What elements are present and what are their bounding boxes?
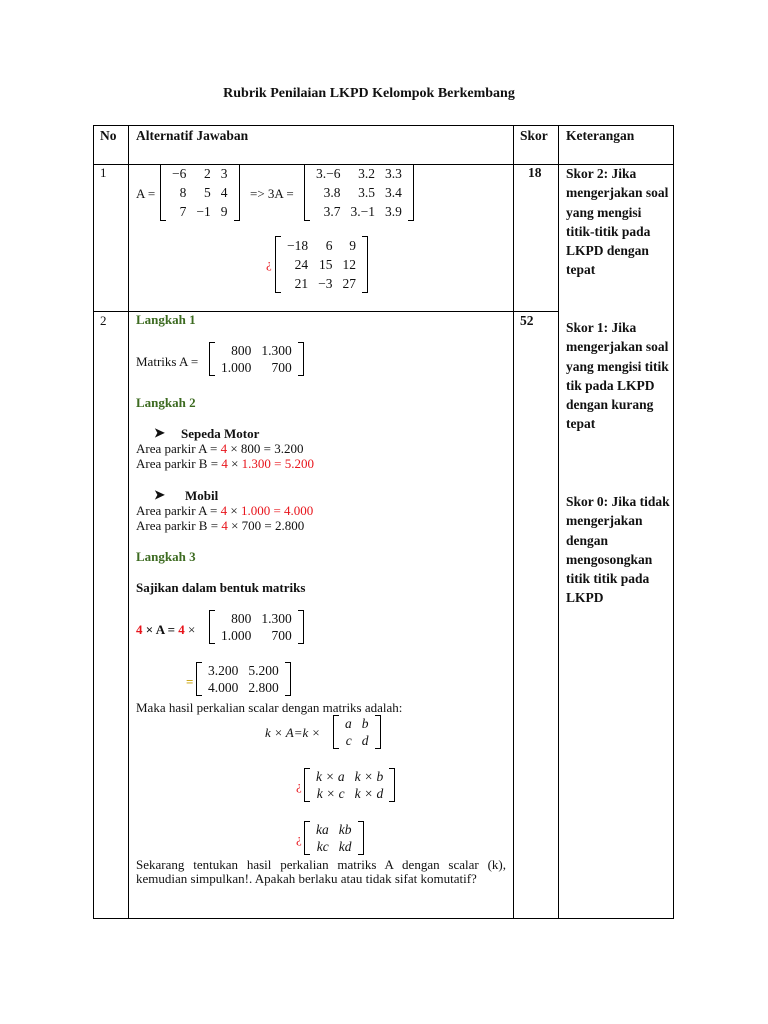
keterangan-skor-1: Skor 1: Jika mengerjakan soal yang mengisi titik tik pada LKPD dengan kurang tepat <box>566 320 669 432</box>
matrix-cell: ka <box>316 822 329 837</box>
matrix-cell: 4 <box>220 185 228 200</box>
scalar-matrix <box>209 610 304 644</box>
matrix-cell: 2 <box>204 166 211 181</box>
matrix-bracket <box>304 768 395 802</box>
matrix-a-label: A = <box>136 186 156 201</box>
matrix-cell: 3.2 <box>358 166 375 181</box>
motor-area-a: Area parkir A = 4 × 800 = 3.200 <box>136 441 304 456</box>
matrix-cell: −6 <box>172 166 187 181</box>
mobil-title: Mobil <box>185 488 219 503</box>
header-alternatif-jawaban: Alternatif Jawaban <box>136 128 249 143</box>
step-heading: Langkah 1 <box>136 312 196 327</box>
matrix-cell: d <box>361 733 369 748</box>
matrix-3a <box>304 164 414 221</box>
matrix-cell: c <box>345 733 352 748</box>
matrix-bracket <box>209 610 304 644</box>
matrix-cell: 9 <box>220 204 228 219</box>
scalar-expression: 4 × A = 4 × <box>136 622 196 637</box>
closing-question: Sekarang tentukan hasil perkalian matriks A dengan scalar (k), kemudian simpulkan!. Apakah berlaku atau tidak sifat komutatif? <box>136 857 506 886</box>
matrix-cell: 3.−1 <box>350 204 375 219</box>
matrix-cell: 3.3 <box>385 166 402 181</box>
mobil-area-b: Area parkir B = 4 × 700 = 2.800 <box>136 518 305 533</box>
matrix-cell: 3 <box>220 166 228 181</box>
matrix-bracket <box>275 236 368 293</box>
matrix-cell: 24 <box>294 257 309 272</box>
row-number: 2 <box>100 313 107 328</box>
matrix-cell: 1.000 <box>221 628 252 643</box>
matrix-bracket <box>196 662 291 696</box>
maka-text: Maka hasil perkalian scalar dengan matriks adalah: <box>136 700 403 715</box>
scalar-result-matrix <box>196 662 291 696</box>
column-divider <box>513 126 514 918</box>
matrix-cell: 2.800 <box>248 680 279 695</box>
matrix-cell: 12 <box>342 257 356 272</box>
matrix-cell: 1.300 <box>261 611 292 626</box>
matrix-cell: k × b <box>354 769 384 784</box>
header-no: No <box>100 128 117 143</box>
k-abcd-matrix <box>304 768 395 802</box>
matrix-cell: 700 <box>271 360 292 375</box>
matrix-cell: 5.200 <box>248 663 279 678</box>
glyph: ¿ <box>296 778 302 793</box>
keterangan-skor-0: Skor 0: Jika tidak mengerjakan dengan mengosongkan titik titik pada LKPD <box>566 494 670 606</box>
score-value: 52 <box>520 313 534 328</box>
matrix-cell: kc <box>316 839 329 854</box>
arrow-bullet-icon: ➤ <box>154 425 165 440</box>
header-keterangan: Keterangan <box>566 128 635 143</box>
matrix-cell: 9 <box>349 238 356 253</box>
matrix-cell: 15 <box>319 257 333 272</box>
row-number: 1 <box>100 165 107 180</box>
matrix-cell: 8 <box>179 185 187 200</box>
matrix-cell: 3.7 <box>323 204 341 219</box>
matrix-cell: k × d <box>354 786 384 801</box>
matrix-cell: k × a <box>316 769 345 784</box>
arrow-3a: => 3A = <box>250 186 294 201</box>
matrix-cell: kd <box>338 839 352 854</box>
keterangan-skor-2: Skor 2: Jika mengerjakan soal yang mengisi titik-titik pada LKPD dengan tepat <box>566 166 669 278</box>
matrix-cell: 700 <box>271 628 292 643</box>
matrix-cell: b <box>361 716 369 731</box>
matrix-bracket <box>304 821 364 855</box>
matrix-cell: 4.000 <box>208 680 239 695</box>
matriks-a <box>209 342 304 376</box>
matrix-cell: −3 <box>318 276 333 291</box>
kabcd-matrix <box>304 821 364 855</box>
matrix-cell: 6 <box>325 238 333 253</box>
column-divider <box>128 126 129 918</box>
general-formula: k × A=k × <box>265 725 321 740</box>
matrix-cell: 1.000 <box>221 360 252 375</box>
matrix-cell: a <box>345 716 352 731</box>
matrix-bracket <box>209 342 304 376</box>
matrix-cell: 800 <box>231 343 252 358</box>
matriks-a-label: Matriks A = <box>136 354 199 369</box>
matrix-cell: 1.300 <box>261 343 292 358</box>
glyph: ¿ <box>296 831 302 846</box>
abcd-matrix <box>333 715 381 749</box>
equals-sign: = <box>186 674 194 689</box>
matrix-bracket <box>304 164 414 221</box>
mobil-area-a: Area parkir A = 4 × 1.000 = 4.000 <box>136 503 314 518</box>
matrix-cell: k × c <box>316 786 345 801</box>
matrix-cell: 5 <box>204 185 211 200</box>
column-divider <box>558 126 559 918</box>
matrix-cell: 800 <box>231 611 252 626</box>
header-skor: Skor <box>520 128 548 143</box>
matrix-cell: −1 <box>196 204 211 219</box>
matrix-cell: 7 <box>179 204 187 219</box>
matrix-cell: −18 <box>287 238 309 253</box>
matrix-cell: 27 <box>342 276 356 291</box>
matrix-cell: 3.8 <box>323 185 341 200</box>
matrix-cell: 3.4 <box>385 185 402 200</box>
arrow-bullet-icon: ➤ <box>154 487 165 502</box>
glyph: ¿ <box>266 256 272 271</box>
motor-title: Sepeda Motor <box>181 426 260 441</box>
matrix-bracket <box>160 164 240 221</box>
matrix-bracket <box>333 715 381 749</box>
sajikan-heading: Sajikan dalam bentuk matriks <box>136 580 306 595</box>
matrix-cell: 3.−6 <box>316 166 341 181</box>
step-heading: Langkah 3 <box>136 549 196 564</box>
matrix-cell: 3.5 <box>358 185 375 200</box>
page-title: Rubrik Penilaian LKPD Kelompok Berkembang <box>223 86 515 101</box>
matrix-cell: 21 <box>294 276 309 291</box>
matrix-3a-result <box>275 236 368 293</box>
score-value: 18 <box>528 165 542 180</box>
matrix-cell: kb <box>338 822 352 837</box>
matrix-cell: 3.200 <box>208 663 239 678</box>
matrix-cell: 3.9 <box>385 204 402 219</box>
motor-area-b: Area parkir B = 4 × 1.300 = 5.200 <box>136 456 314 471</box>
step-heading: Langkah 2 <box>136 395 196 410</box>
matrix-a <box>160 164 240 221</box>
